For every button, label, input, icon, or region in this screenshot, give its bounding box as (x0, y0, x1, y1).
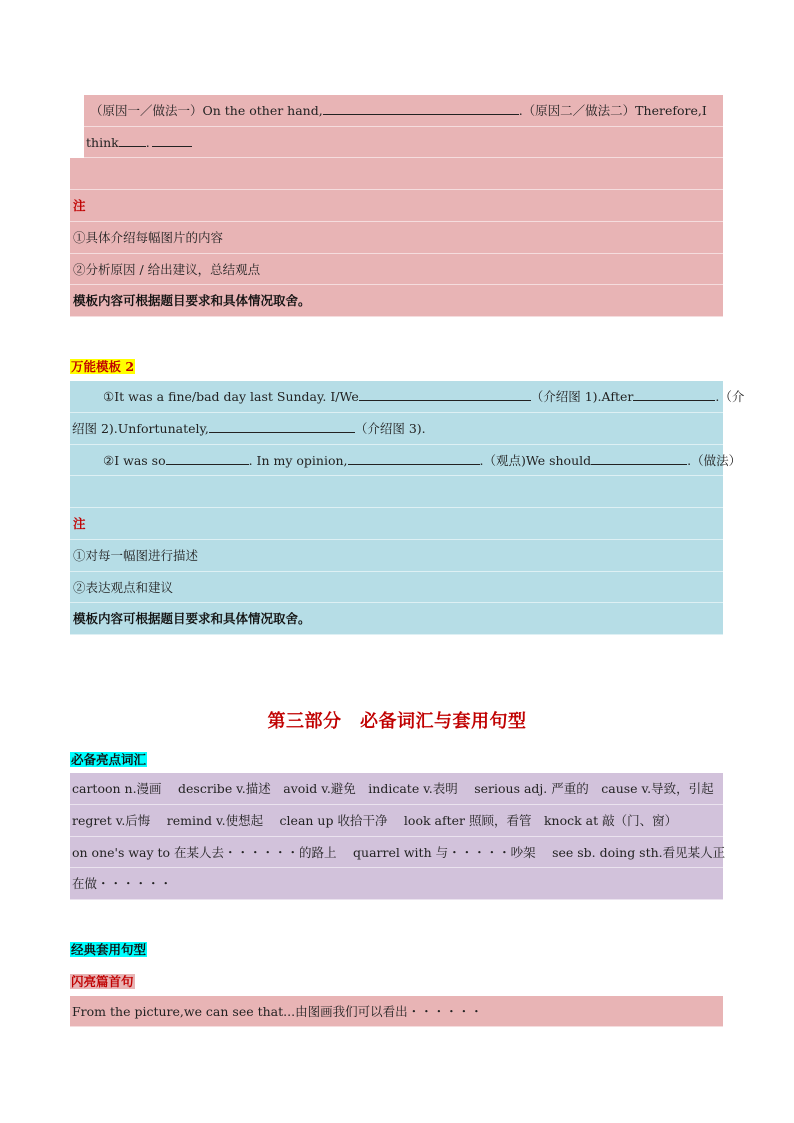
fill-blank (591, 453, 687, 465)
note-item: ①对每一幅图进行描述 (73, 548, 199, 563)
vocab-line: on one's way to 在某人去・・・・・・的路上 quarrel with 与・・・・・吵架 see sb. doing sth.看见某人正 (72, 845, 726, 860)
template2-line-1 (103, 389, 744, 405)
template2-line3-part-c: .（观点)We should (479, 453, 592, 468)
fill-blank (348, 453, 480, 465)
note-item: ②分析原因 / 给出建议，总结观点 (73, 262, 261, 277)
vocab-line: cartoon n.漫画 describe v.描述 avoid v.避免 indicate v.表明 serious adj. 严重的 cause v.导致，引起 (72, 781, 714, 796)
template2-line1-part-b: （介绍图 1).After (530, 389, 634, 404)
section-title: 第三部分 必备词汇与套用句型 (267, 711, 527, 732)
note-item: ①具体介绍每幅图片的内容 (73, 230, 224, 245)
fill-blank (166, 453, 249, 465)
template1-line2-part-b: . (145, 135, 150, 150)
template-footer-note: 模板内容可根据题目要求和具体情况取舍。 (73, 611, 311, 626)
opening-heading-text: 闪亮篇首句 (71, 974, 134, 989)
opening-sentence: From the picture,we can see that...由图画我们可以看出・・・・・・ (72, 1004, 483, 1019)
vocab-row-3 (70, 837, 726, 868)
opening-sentence-row (70, 996, 723, 1027)
template2-line3-part-b: . In my opinion, (248, 453, 348, 468)
template1-line1-part-a: （原因一／做法一）On the other hand, (90, 103, 323, 118)
fill-blank (359, 389, 531, 401)
template2-heading (70, 357, 135, 375)
template2-line1-part-c: .（介 (715, 389, 745, 404)
fill-blank (209, 421, 355, 433)
template1-row-2 (84, 127, 723, 158)
template-footer-note: 模板内容可根据题目要求和具体情况取舍。 (73, 293, 311, 308)
template1-line-1 (90, 103, 707, 119)
template2-line1-part-a: ①It was a fine/bad day last Sunday. I/We (103, 389, 359, 404)
template1-line1-part-b: .（原因二／做法二）Therefore,I (518, 103, 707, 118)
template2-row-note-2 (70, 572, 723, 603)
template2-line3-part-d: .（做法） (687, 453, 742, 468)
template1-line-2 (86, 135, 192, 151)
vocab-line: 在做・・・・・・ (72, 876, 173, 891)
template1-line2-part-a: think (86, 135, 119, 150)
vocab-row-2 (70, 805, 723, 837)
template1-row-note-label (70, 190, 723, 222)
template2-row-footer (70, 603, 723, 635)
template2-row-2 (70, 413, 723, 445)
template2-line3-part-a: ②I was so (103, 453, 166, 468)
template2-line-2 (72, 421, 426, 437)
template2-row-empty (70, 476, 723, 508)
sentences-heading-text: 经典套用句型 (71, 942, 147, 957)
fill-blank (152, 135, 192, 147)
note-label: 注 (73, 516, 86, 531)
note-item: ②表达观点和建议 (73, 580, 174, 595)
opening-heading (70, 972, 135, 990)
vocab-row-1 (70, 773, 723, 805)
vocab-line: regret v.后悔 remind v.使想起 clean up 收拾干净 look after 照顾，看管 knock at 敲（门、窗） (72, 813, 678, 828)
note-label: 注 (73, 198, 86, 213)
template2-line-3 (103, 453, 741, 469)
template2-line2-part-a: 绍图 2).Unfortunately, (72, 421, 209, 436)
template2-line2-part-b: （介绍图 3). (354, 421, 426, 436)
template2-row-3 (70, 445, 742, 476)
vocab-heading-text: 必备亮点词汇 (71, 752, 147, 767)
template2-row-note-1 (70, 540, 723, 572)
template1-row-empty (70, 158, 723, 190)
template1-row-footer (70, 285, 723, 317)
template1-row-1 (84, 95, 723, 127)
fill-blank (323, 103, 519, 115)
sentences-heading (70, 940, 147, 958)
fill-blank (633, 389, 715, 401)
template1-row-note-1 (70, 222, 723, 254)
vocab-heading (70, 750, 147, 768)
template1-row-note-2 (70, 254, 723, 285)
template2-row-note-label (70, 508, 723, 540)
vocab-row-4 (70, 868, 723, 900)
fill-blank (119, 135, 146, 147)
template2-heading-text: 万能模板 2 (71, 359, 135, 374)
template2-row-1 (70, 381, 745, 413)
